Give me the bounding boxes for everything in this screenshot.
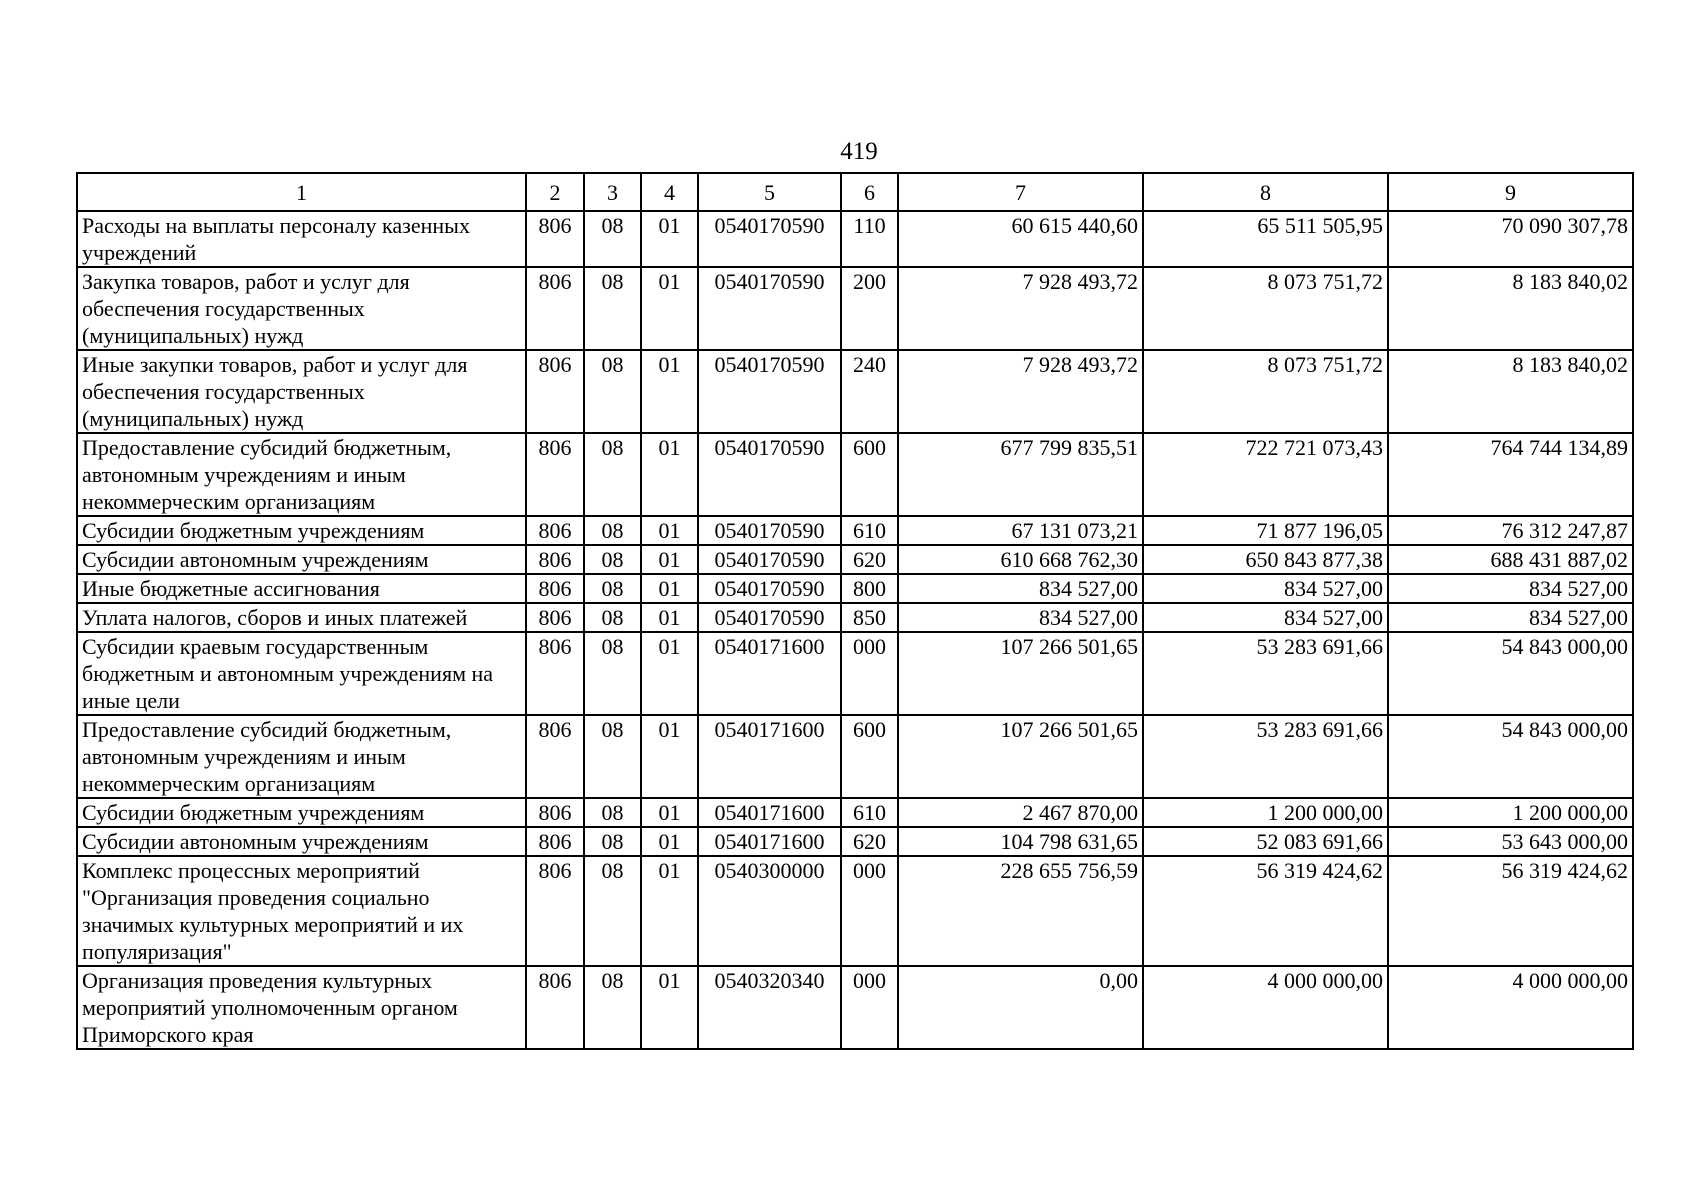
amount-col7: 67 131 073,21 [898,516,1143,545]
ministry-code: 806 [526,574,584,603]
section-code: 08 [584,267,641,350]
column-header: 6 [841,173,898,211]
row-name: Предоставление субсидий бюджетным, автономным учреждениям и иным некоммерческим организациям [77,433,526,516]
amount-col9: 54 843 000,00 [1388,715,1633,798]
amount-col9: 70 090 307,78 [1388,211,1633,267]
subsection-code: 01 [641,827,698,856]
target-article-code: 0540320340 [698,966,841,1049]
section-code: 08 [584,827,641,856]
amount-col7: 677 799 835,51 [898,433,1143,516]
amount-col7: 107 266 501,65 [898,632,1143,715]
amount-col9: 4 000 000,00 [1388,966,1633,1049]
ministry-code: 806 [526,433,584,516]
expense-type-code: 600 [841,715,898,798]
ministry-code: 806 [526,966,584,1049]
amount-col7: 0,00 [898,966,1143,1049]
ministry-code: 806 [526,516,584,545]
amount-col8: 53 283 691,66 [1143,715,1388,798]
budget-table [76,172,1634,1050]
subsection-code: 01 [641,267,698,350]
amount-col9: 56 319 424,62 [1388,856,1633,966]
section-code: 08 [584,350,641,433]
column-header: 9 [1388,173,1633,211]
target-article-code: 0540170590 [698,211,841,267]
section-code: 08 [584,545,641,574]
amount-col7: 2 467 870,00 [898,798,1143,827]
subsection-code: 01 [641,211,698,267]
subsection-code: 01 [641,545,698,574]
target-article-code: 0540170590 [698,350,841,433]
column-header: 5 [698,173,841,211]
subsection-code: 01 [641,632,698,715]
expense-type-code: 620 [841,545,898,574]
expense-type-code: 850 [841,603,898,632]
ministry-code: 806 [526,632,584,715]
target-article-code: 0540171600 [698,827,841,856]
row-name: Субсидии бюджетным учреждениям [77,798,526,827]
expense-type-code: 000 [841,966,898,1049]
ministry-code: 806 [526,715,584,798]
ministry-code: 806 [526,798,584,827]
amount-col9: 834 527,00 [1388,603,1633,632]
target-article-code: 0540170590 [698,516,841,545]
ministry-code: 806 [526,267,584,350]
expense-type-code: 800 [841,574,898,603]
row-name: Субсидии бюджетным учреждениям [77,516,526,545]
table-row [77,516,1633,545]
column-header: 1 [77,173,526,211]
column-header: 2 [526,173,584,211]
section-code: 08 [584,211,641,267]
table-row [77,827,1633,856]
page-number: 419 [840,138,878,165]
target-article-code: 0540170590 [698,267,841,350]
subsection-code: 01 [641,856,698,966]
table-row [77,856,1633,966]
amount-col8: 834 527,00 [1143,574,1388,603]
ministry-code: 806 [526,350,584,433]
row-name: Иные закупки товаров, работ и услуг для обеспечения государственных (муниципальных) нужд [77,350,526,433]
section-code: 08 [584,516,641,545]
amount-col8: 71 877 196,05 [1143,516,1388,545]
section-code: 08 [584,966,641,1049]
amount-col8: 834 527,00 [1143,603,1388,632]
amount-col7: 104 798 631,65 [898,827,1143,856]
row-name: Комплекс процессных мероприятий "Организация проведения социально значимых культурных мероприятий и их популяризация" [77,856,526,966]
expense-type-code: 610 [841,798,898,827]
table-row [77,211,1633,267]
section-code: 08 [584,798,641,827]
expense-type-code: 600 [841,433,898,516]
target-article-code: 0540170590 [698,603,841,632]
target-article-code: 0540170590 [698,574,841,603]
section-code: 08 [584,632,641,715]
ministry-code: 806 [526,856,584,966]
section-code: 08 [584,574,641,603]
amount-col9: 1 200 000,00 [1388,798,1633,827]
expense-type-code: 610 [841,516,898,545]
table-row [77,545,1633,574]
ministry-code: 806 [526,603,584,632]
subsection-code: 01 [641,798,698,827]
amount-col9: 76 312 247,87 [1388,516,1633,545]
row-name: Иные бюджетные ассигнования [77,574,526,603]
table-row [77,966,1633,1049]
amount-col8: 8 073 751,72 [1143,350,1388,433]
amount-col9: 8 183 840,02 [1388,350,1633,433]
subsection-code: 01 [641,966,698,1049]
expense-type-code: 110 [841,211,898,267]
expense-type-code: 620 [841,827,898,856]
table-row [77,574,1633,603]
expense-type-code: 200 [841,267,898,350]
table-row [77,715,1633,798]
amount-col9: 54 843 000,00 [1388,632,1633,715]
amount-col7: 107 266 501,65 [898,715,1143,798]
ministry-code: 806 [526,545,584,574]
table-row [77,433,1633,516]
row-name: Субсидии автономным учреждениям [77,827,526,856]
column-number-row [77,173,1633,211]
amount-col8: 8 073 751,72 [1143,267,1388,350]
amount-col7: 228 655 756,59 [898,856,1143,966]
amount-col8: 650 843 877,38 [1143,545,1388,574]
amount-col9: 834 527,00 [1388,574,1633,603]
subsection-code: 01 [641,350,698,433]
amount-col8: 722 721 073,43 [1143,433,1388,516]
target-article-code: 0540170590 [698,545,841,574]
amount-col9: 688 431 887,02 [1388,545,1633,574]
amount-col7: 60 615 440,60 [898,211,1143,267]
subsection-code: 01 [641,433,698,516]
section-code: 08 [584,433,641,516]
amount-col7: 834 527,00 [898,574,1143,603]
row-name: Субсидии краевым государственным бюджетным и автономным учреждениям на иные цели [77,632,526,715]
column-header: 8 [1143,173,1388,211]
amount-col9: 53 643 000,00 [1388,827,1633,856]
amount-col8: 1 200 000,00 [1143,798,1388,827]
subsection-code: 01 [641,516,698,545]
ministry-code: 806 [526,827,584,856]
table-row [77,603,1633,632]
table-row [77,267,1633,350]
expense-type-code: 000 [841,632,898,715]
row-name: Субсидии автономным учреждениям [77,545,526,574]
column-header: 4 [641,173,698,211]
amount-col8: 52 083 691,66 [1143,827,1388,856]
row-name: Организация проведения культурных мероприятий уполномоченным органом Приморского края [77,966,526,1049]
column-header: 3 [584,173,641,211]
amount-col9: 8 183 840,02 [1388,267,1633,350]
target-article-code: 0540171600 [698,715,841,798]
table-row [77,798,1633,827]
column-header: 7 [898,173,1143,211]
amount-col8: 56 319 424,62 [1143,856,1388,966]
amount-col7: 610 668 762,30 [898,545,1143,574]
amount-col8: 53 283 691,66 [1143,632,1388,715]
amount-col7: 7 928 493,72 [898,350,1143,433]
subsection-code: 01 [641,603,698,632]
target-article-code: 0540171600 [698,798,841,827]
amount-col7: 7 928 493,72 [898,267,1143,350]
expense-type-code: 240 [841,350,898,433]
target-article-code: 0540300000 [698,856,841,966]
amount-col8: 65 511 505,95 [1143,211,1388,267]
row-name: Уплата налогов, сборов и иных платежей [77,603,526,632]
ministry-code: 806 [526,211,584,267]
subsection-code: 01 [641,574,698,603]
amount-col7: 834 527,00 [898,603,1143,632]
table-row [77,632,1633,715]
amount-col9: 764 744 134,89 [1388,433,1633,516]
expense-type-code: 000 [841,856,898,966]
section-code: 08 [584,856,641,966]
target-article-code: 0540171600 [698,632,841,715]
row-name: Предоставление субсидий бюджетным, автономным учреждениям и иным некоммерческим организациям [77,715,526,798]
table-row [77,350,1633,433]
section-code: 08 [584,603,641,632]
row-name: Закупка товаров, работ и услуг для обеспечения государственных (муниципальных) нужд [77,267,526,350]
amount-col8: 4 000 000,00 [1143,966,1388,1049]
target-article-code: 0540170590 [698,433,841,516]
row-name: Расходы на выплаты персоналу казенных учреждений [77,211,526,267]
section-code: 08 [584,715,641,798]
subsection-code: 01 [641,715,698,798]
